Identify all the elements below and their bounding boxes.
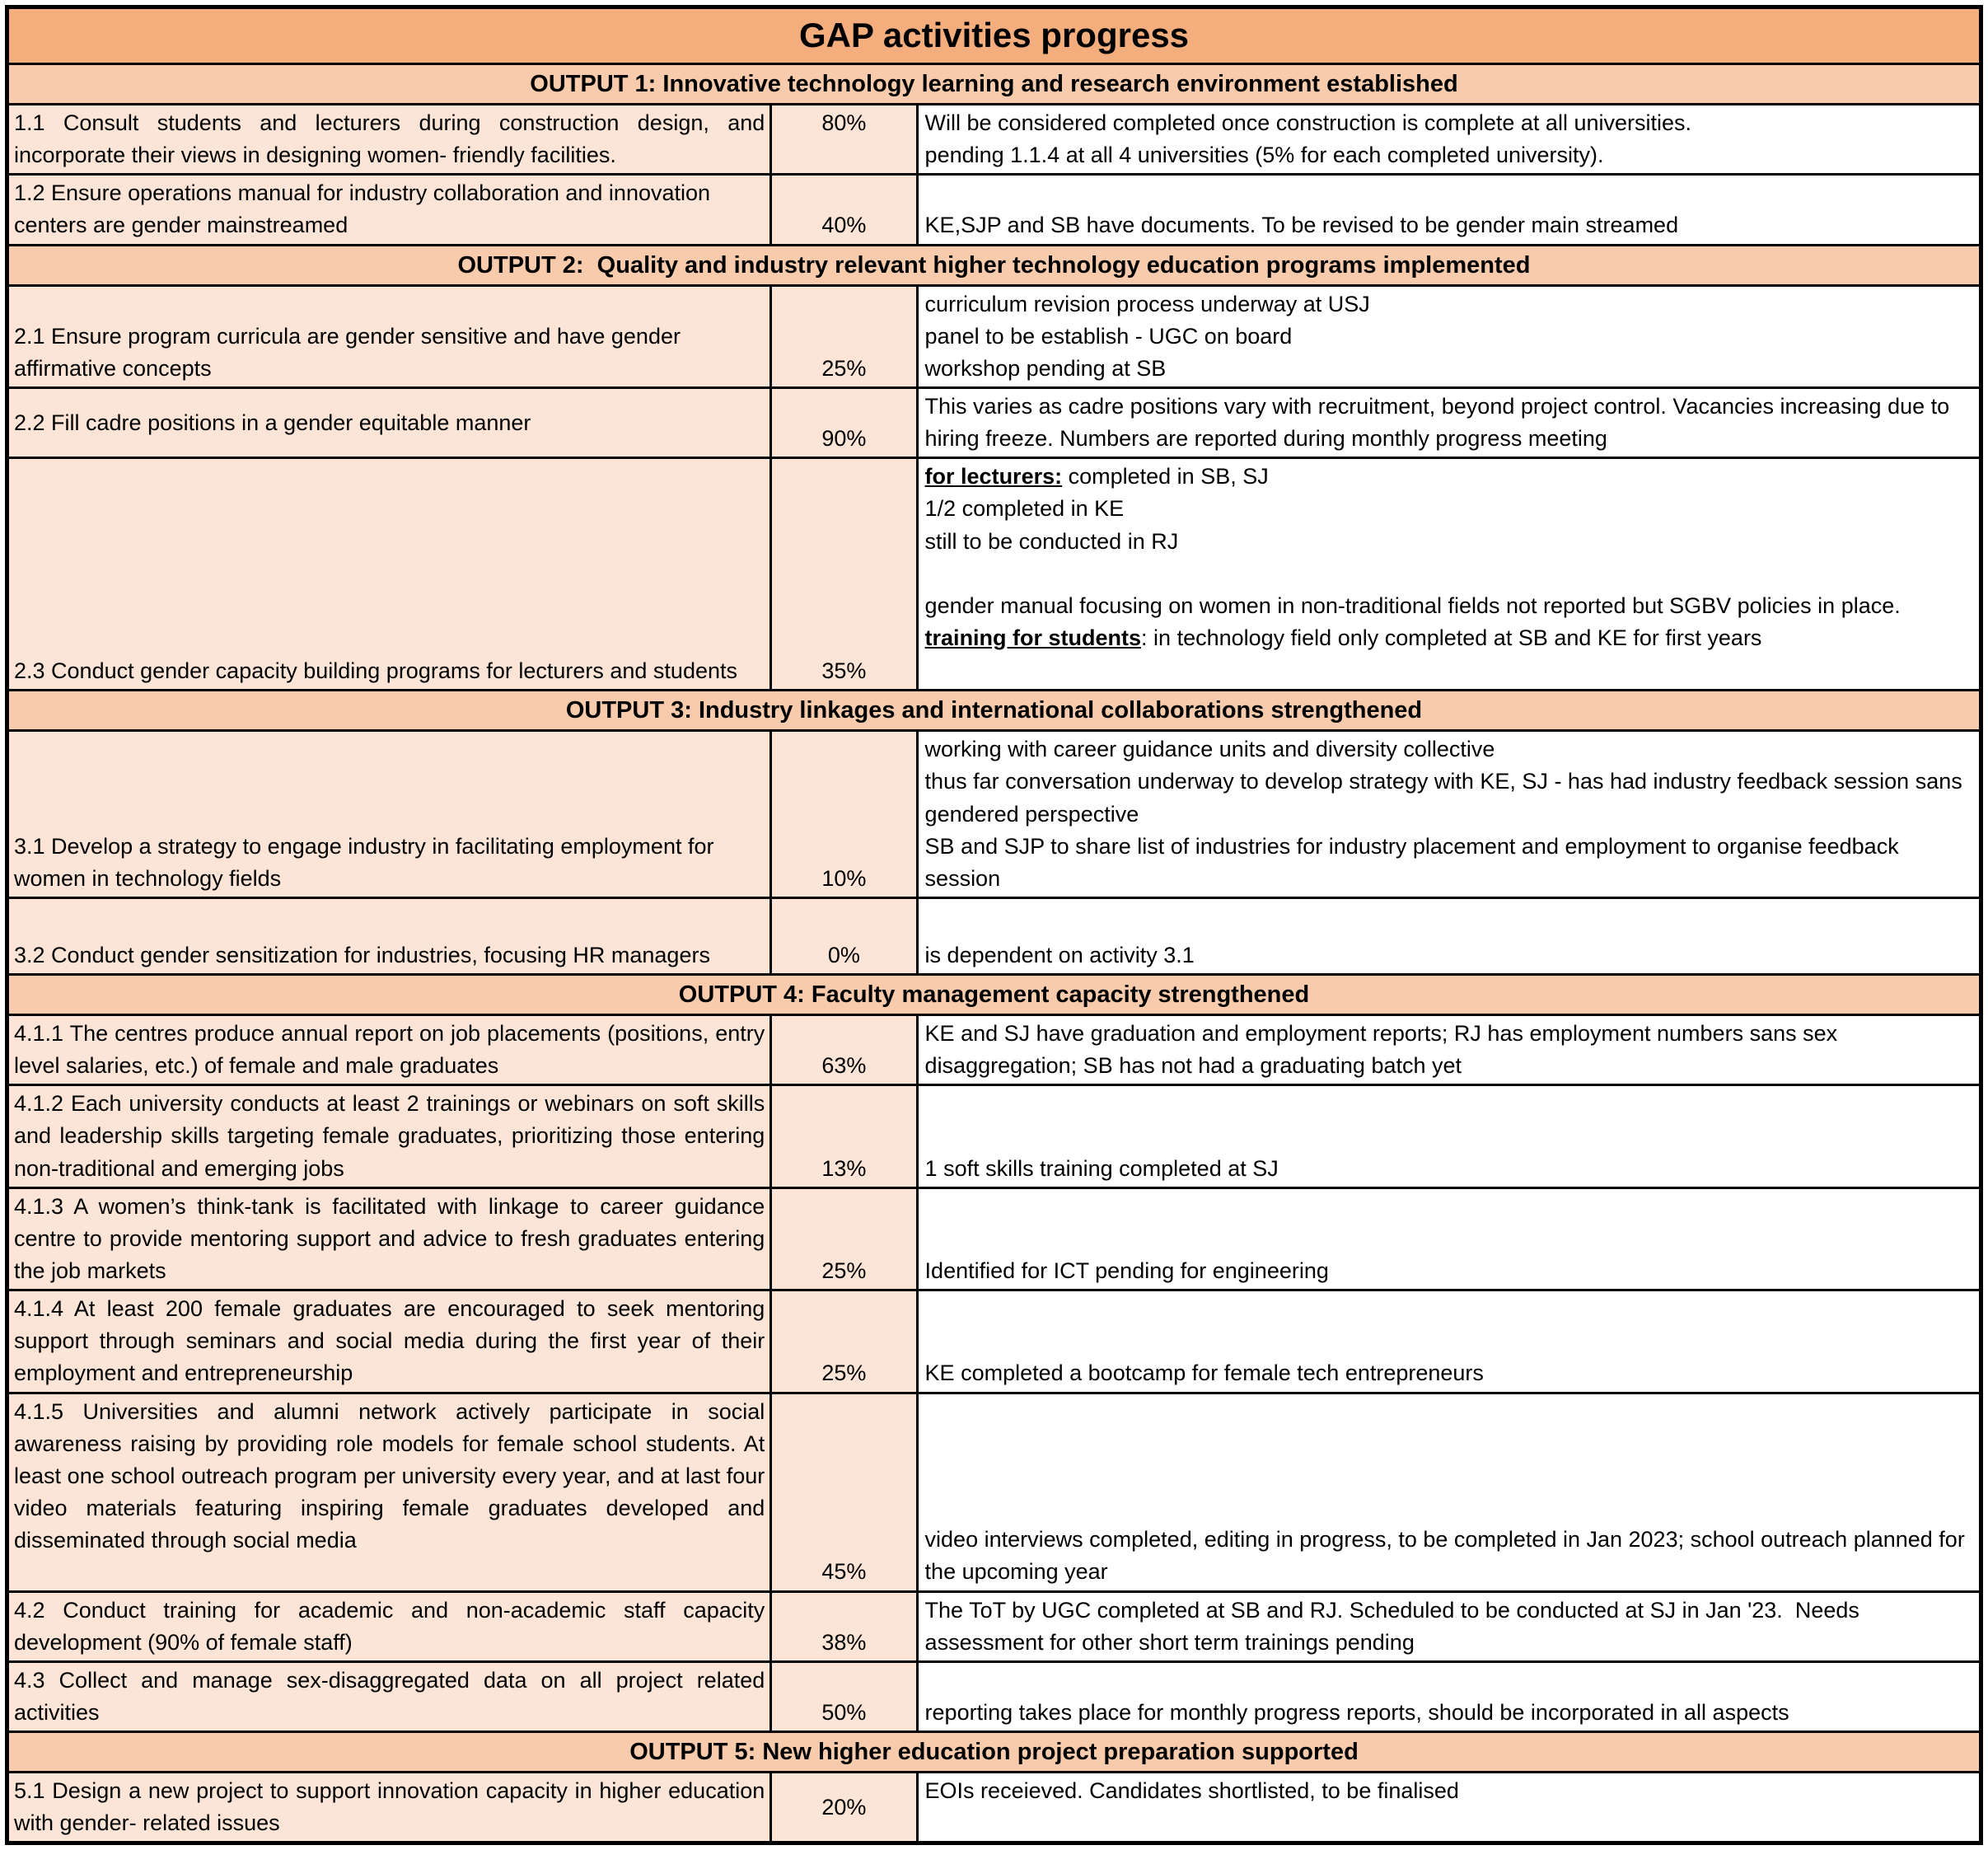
remark-line-text: The ToT by UGC completed at SB and RJ. Scheduled to be conducted at SJ in Jan '23. Needs assessment for other short term trainings pending (924, 1597, 1866, 1655)
activity-cell-2-2: 2.2 Fill cadre positions in a gender equitable manner (7, 387, 771, 457)
section-header-row-output-1 (7, 63, 1981, 104)
remark-line (925, 558, 1972, 590)
remark-line (925, 107, 1972, 139)
activity-cell-4-1-5: 4.1.5 Universities and alumni network actively participate in social awareness raising by providing role models for female school students. At least one school outreach program per university every year, and at last four video materials featuring inspiring female graduates developed and disseminated through social media (7, 1393, 771, 1591)
remark-cell-4-1-1 (917, 1015, 1981, 1085)
progress-cell-4-1-2: 13% (771, 1085, 917, 1187)
section-header-row-output-3 (7, 691, 1981, 731)
remark-line (925, 766, 1972, 830)
activity-cell-4-1-2: 4.1.2 Each university conducts at least 2 trainings or webinars on soft skills and leadership skills targeting female graduates, prioritizing those entering non-traditional and emerging jobs (7, 1085, 771, 1187)
section-header-row-output-2 (7, 245, 1981, 285)
activity-cell-2-3: 2.3 Conduct gender capacity building programs for lecturers and students (7, 458, 771, 691)
remark-line-text: completed in SB, SJ (1062, 464, 1269, 489)
activity-row-5-1 (7, 1773, 1981, 1843)
remark-line (925, 139, 1972, 171)
progress-cell-4-2: 38% (771, 1591, 917, 1661)
remark-line-text: still to be conducted in RJ (924, 528, 1179, 554)
activity-row-3-1 (7, 731, 1981, 898)
remark-line (925, 1255, 1972, 1287)
remark-line-text: : in technology field only completed at SB and KE for first years (1141, 625, 1762, 650)
progress-cell-2-1: 25% (771, 285, 917, 387)
remark-line-text: SB and SJP to share list of industries for industry placement and employment to organise feedback session (924, 833, 1906, 891)
remark-line-text: This varies as cadre positions vary with recruitment, beyond project control. Vacancies increasing due to hiring freeze. Numbers are reported during monthly progress meeting (924, 393, 1956, 452)
activity-cell-3-1: 3.1 Develop a strategy to engage industry in facilitating employment for women in technology fields (7, 731, 771, 898)
section-header-output-3: OUTPUT 3: Industry linkages and international collaborations strengthened (7, 691, 1981, 731)
remark-cell-5-1 (917, 1773, 1981, 1843)
remark-line-lead: training for students (924, 625, 1142, 650)
activity-row-4-1-4 (7, 1290, 1981, 1393)
progress-cell-3-1: 10% (771, 731, 917, 898)
remark-line-text: 1 soft skills training completed at SJ (924, 1155, 1279, 1181)
section-header-row-output-4 (7, 975, 1981, 1015)
remark-line-text: Identified for ICT pending for engineering (924, 1258, 1329, 1284)
remark-cell-3-1 (917, 731, 1981, 898)
remark-line (925, 321, 1972, 353)
section-header-output-5: OUTPUT 5: New higher education project preparation supported (7, 1732, 1981, 1773)
activity-cell-5-1: 5.1 Design a new project to support innovation capacity in higher education with gender- related issues (7, 1773, 771, 1843)
remark-cell-2-1 (917, 285, 1981, 387)
remark-line (925, 1595, 1972, 1659)
remark-line (925, 288, 1972, 321)
remark-line (925, 353, 1972, 385)
remark-cell-4-3 (917, 1661, 1981, 1731)
remark-line-text: EOIs receieved. Candidates shortlisted, to be finalised (924, 1778, 1459, 1804)
section-header-row-output-5 (7, 1732, 1981, 1773)
progress-cell-4-1-3: 25% (771, 1187, 917, 1290)
remark-line (925, 1018, 1972, 1082)
progress-cell-2-2: 90% (771, 387, 917, 457)
progress-cell-1-2: 40% (771, 175, 917, 245)
remark-cell-1-1 (917, 104, 1981, 174)
remark-line-text: is dependent on activity 3.1 (924, 942, 1195, 967)
remark-line (925, 493, 1972, 525)
activity-row-2-1 (7, 285, 1981, 387)
remark-cell-3-2 (917, 898, 1981, 975)
activity-row-4-1-5 (7, 1393, 1981, 1591)
remark-line (925, 1153, 1972, 1185)
progress-cell-5-1: 20% (771, 1773, 917, 1843)
remark-line (925, 461, 1972, 493)
remark-line-lead: for lecturers: (924, 464, 1063, 489)
remark-cell-4-1-3 (917, 1187, 1981, 1290)
activity-row-3-2 (7, 898, 1981, 975)
activity-row-4-1-2 (7, 1085, 1981, 1187)
activity-cell-4-3: 4.3 Collect and manage sex-disaggregated data on all project related activities (7, 1661, 771, 1731)
progress-cell-4-1-5: 45% (771, 1393, 917, 1591)
activity-cell-4-1-4: 4.1.4 At least 200 female graduates are encouraged to seek mentoring support through seminars and social media during the first year of their employment and entrepreneurship (7, 1290, 771, 1393)
activity-cell-1-2: 1.2 Ensure operations manual for industry collaboration and innovation centers are gender mainstreamed (7, 175, 771, 245)
remark-line (925, 1697, 1972, 1729)
activity-row-4-3 (7, 1661, 1981, 1731)
remark-cell-2-2 (917, 387, 1981, 457)
remark-line-text: thus far conversation underway to develop strategy with KE, SJ - has had industry feedback session sans gendered perspective (924, 769, 1969, 827)
activity-row-2-2 (7, 387, 1981, 457)
progress-cell-3-2: 0% (771, 898, 917, 975)
activity-cell-4-1-3: 4.1.3 A women’s think-tank is facilitated with linkage to career guidance centre to provide mentoring support and advice to fresh graduates entering the job markets (7, 1187, 771, 1290)
remark-line-text: panel to be establish - UGC on board (924, 323, 1293, 349)
remark-line-text: KE and SJ have graduation and employment reports; RJ has employment numbers sans sex disaggregation; SB has not had a graduating batch yet (924, 1021, 1844, 1079)
activity-cell-2-1: 2.1 Ensure program curricula are gender sensitive and have gender affirmative concepts (7, 285, 771, 387)
table-title-row (7, 7, 1981, 64)
remark-line (925, 1524, 1972, 1588)
remark-cell-2-3 (917, 458, 1981, 691)
gap-progress-table (5, 5, 1983, 1845)
activity-cell-4-2: 4.2 Conduct training for academic and non-academic staff capacity development (90% of female staff) (7, 1591, 771, 1661)
remark-line-text: 1/2 completed in KE (924, 496, 1125, 522)
section-header-output-1: OUTPUT 1: Innovative technology learning and research environment established (7, 63, 1981, 104)
remark-cell-4-1-5 (917, 1393, 1981, 1591)
progress-cell-2-3: 35% (771, 458, 917, 691)
remark-line-text: KE,SJP and SB have documents. To be revised to be gender main streamed (924, 213, 1679, 238)
remark-line (925, 1775, 1972, 1807)
remark-line (925, 209, 1972, 241)
remark-line-text: pending 1.1.4 at all 4 universities (5% for each completed university). (924, 143, 1604, 168)
section-header-output-4: OUTPUT 4: Faculty management capacity strengthened (7, 975, 1981, 1015)
remark-cell-1-2 (917, 175, 1981, 245)
activity-row-1-1 (7, 104, 1981, 174)
activity-row-4-1-3 (7, 1187, 1981, 1290)
remark-line-text: gender manual focusing on women in non-traditional fields not reported but SGBV policies in place. (924, 592, 1901, 618)
remark-cell-4-2 (917, 1591, 1981, 1661)
activity-row-1-2 (7, 175, 1981, 245)
remark-line (925, 526, 1972, 558)
activity-cell-1-1: 1.1 Consult students and lecturers during construction design, and incorporate their views in designing women- friendly facilities. (7, 104, 771, 174)
remark-line (925, 939, 1972, 972)
page-title: GAP activities progress (7, 7, 1981, 64)
remark-line (925, 831, 1972, 895)
activity-cell-3-2: 3.2 Conduct gender sensitization for industries, focusing HR managers (7, 898, 771, 975)
remark-line (925, 590, 1972, 622)
remark-cell-4-1-2 (917, 1085, 1981, 1187)
remark-line (925, 1357, 1972, 1389)
activity-cell-4-1-1: 4.1.1 The centres produce annual report on job placements (positions, entry level salaries, etc.) of female and male graduates (7, 1015, 771, 1085)
remark-line-text: workshop pending at SB (924, 355, 1167, 381)
progress-cell-4-3: 50% (771, 1661, 917, 1731)
activity-row-2-3 (7, 458, 1981, 691)
remark-line-text: video interviews completed, editing in progress, to be completed in Jan 2023; school outreach planned for the upcoming year (924, 1527, 1972, 1585)
remark-line-text: curriculum revision process underway at USJ (924, 291, 1370, 316)
remark-cell-4-1-4 (917, 1290, 1981, 1393)
activity-row-4-1-1 (7, 1015, 1981, 1085)
progress-cell-1-1: 80% (771, 104, 917, 174)
remark-line-text: KE completed a bootcamp for female tech entrepreneurs (924, 1361, 1484, 1386)
section-header-output-2: OUTPUT 2: Quality and industry relevant higher technology education programs implemented (7, 245, 1981, 285)
activity-row-4-2 (7, 1591, 1981, 1661)
remark-line-text: working with career guidance units and diversity collective (924, 737, 1495, 762)
remark-line (925, 733, 1972, 766)
remark-line-text: Will be considered completed once construction is complete at all universities. (924, 110, 1691, 135)
progress-cell-4-1-1: 63% (771, 1015, 917, 1085)
remark-line (925, 622, 1972, 654)
remark-line (925, 391, 1972, 455)
remark-line-text: reporting takes place for monthly progress reports, should be incorporated in all aspects (924, 1700, 1789, 1726)
progress-cell-4-1-4: 25% (771, 1290, 917, 1393)
